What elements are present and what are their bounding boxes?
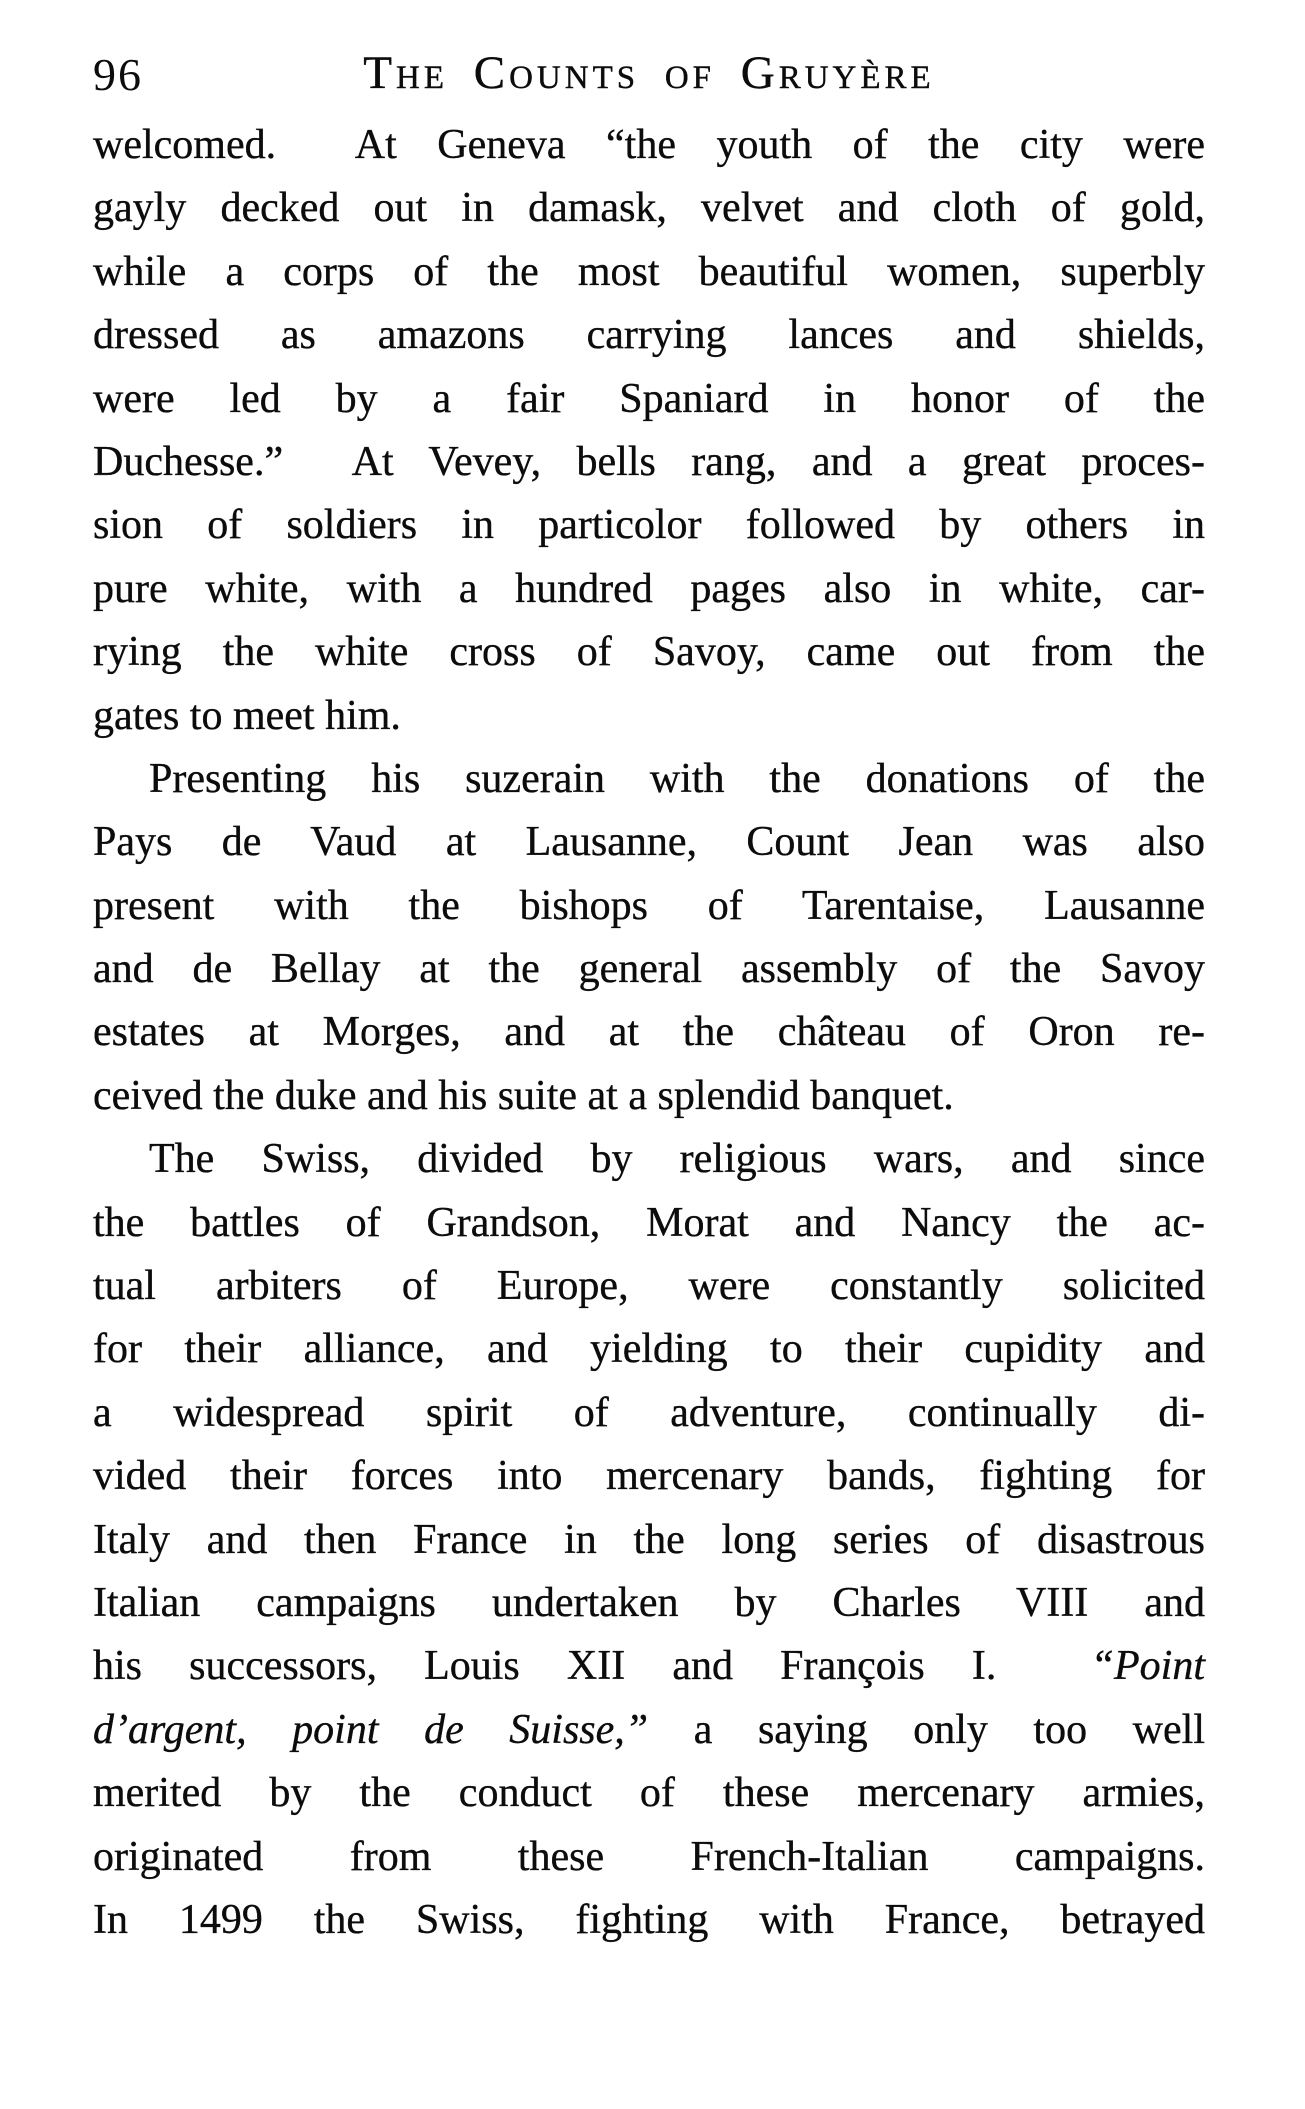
text-segment: and de Bellay at the general assembly of the Savoy bbox=[93, 946, 1205, 993]
text-line bbox=[93, 1318, 1205, 1381]
text-segment: vided their forces into mercenary bands, fighting for bbox=[93, 1453, 1205, 1500]
text-line bbox=[93, 368, 1205, 431]
text-line bbox=[93, 304, 1205, 367]
text-segment: tual arbiters of Europe, were constantly solicited bbox=[93, 1263, 1205, 1310]
text-segment: gates to meet him. bbox=[93, 692, 401, 739]
text-line bbox=[93, 1065, 1205, 1128]
text-segment: merited by the conduct of these mercenary armies, bbox=[93, 1770, 1205, 1817]
text-segment: Italy and then France in the long series of disastrous bbox=[93, 1516, 1205, 1563]
text-segment: his successors, Louis XII and François I. bbox=[93, 1643, 1091, 1690]
page-number: 96 bbox=[93, 49, 143, 100]
italic-text-segment: “Point bbox=[1090, 1643, 1205, 1690]
text-line bbox=[93, 241, 1205, 304]
text-segment: The Swiss, divided by religious wars, and since bbox=[149, 1136, 1205, 1183]
text-segment: gayly decked out in damask, velvet and cloth of gold, bbox=[93, 185, 1205, 232]
page-title: The Counts of Gruyère bbox=[363, 47, 935, 99]
text-line bbox=[93, 1699, 1205, 1762]
text-line bbox=[93, 1826, 1205, 1889]
text-line bbox=[93, 875, 1205, 938]
text-segment: In 1499 the Swiss, fighting with France, betrayed bbox=[93, 1896, 1205, 1943]
text-segment: for their alliance, and yielding to their cupidity and bbox=[93, 1326, 1205, 1373]
running-header bbox=[93, 46, 1205, 106]
text-line bbox=[93, 621, 1205, 684]
text-segment: Duchesse.” At Vevey, bells rang, and a great proces- bbox=[93, 438, 1205, 485]
text-line bbox=[93, 1445, 1205, 1508]
text-line bbox=[93, 1382, 1205, 1445]
text-line bbox=[93, 1192, 1205, 1255]
text-segment: estates at Morges, and at the château of Oron re- bbox=[93, 1009, 1205, 1056]
text-segment: pure white, with a hundred pages also in white, car- bbox=[93, 565, 1205, 612]
text-line bbox=[93, 1001, 1205, 1064]
text-line bbox=[93, 1572, 1205, 1635]
text-segment: welcomed. At Geneva “the youth of the city were bbox=[93, 122, 1205, 168]
text-segment: a widespread spirit of adventure, continually di- bbox=[93, 1389, 1205, 1436]
text-line bbox=[93, 1762, 1205, 1825]
text-line bbox=[93, 177, 1205, 240]
text-segment: the battles of Grandson, Morat and Nancy the ac- bbox=[93, 1199, 1205, 1246]
text-segment: rying the white cross of Savoy, came out from the bbox=[93, 629, 1205, 676]
text-segment: Presenting his suzerain with the donations of the bbox=[149, 755, 1205, 802]
text-line bbox=[93, 811, 1205, 874]
body-text bbox=[93, 114, 1205, 1952]
text-line bbox=[93, 938, 1205, 1001]
text-line bbox=[93, 558, 1205, 621]
text-line bbox=[93, 431, 1205, 494]
text-line bbox=[93, 1255, 1205, 1318]
text-line bbox=[93, 1128, 1205, 1191]
text-line bbox=[93, 1509, 1205, 1572]
text-segment: dressed as amazons carrying lances and shields, bbox=[93, 312, 1205, 359]
text-segment: sion of soldiers in particolor followed by others in bbox=[93, 502, 1205, 549]
text-segment: originated from these French-Italian campaigns. bbox=[93, 1833, 1205, 1880]
text-line bbox=[93, 114, 1205, 177]
text-segment: while a corps of the most beautiful women, superbly bbox=[93, 248, 1205, 295]
text-line bbox=[93, 748, 1205, 811]
text-line bbox=[93, 494, 1205, 557]
text-segment: present with the bishops of Tarentaise, Lausanne bbox=[93, 882, 1205, 929]
text-segment: Pays de Vaud at Lausanne, Count Jean was also bbox=[93, 819, 1205, 866]
text-segment: were led by a fair Spaniard in honor of the bbox=[93, 375, 1205, 422]
italic-text-segment: d’argent, point de Suisse,” bbox=[93, 1706, 649, 1753]
text-segment: Italian campaigns undertaken by Charles VIII and bbox=[93, 1579, 1205, 1626]
text-segment: ceived the duke and his suite at a splendid banquet. bbox=[93, 1072, 954, 1119]
text-line bbox=[93, 1635, 1205, 1698]
text-line bbox=[93, 685, 1205, 748]
text-segment: a saying only too well bbox=[648, 1706, 1205, 1753]
text-line bbox=[93, 1889, 1205, 1952]
